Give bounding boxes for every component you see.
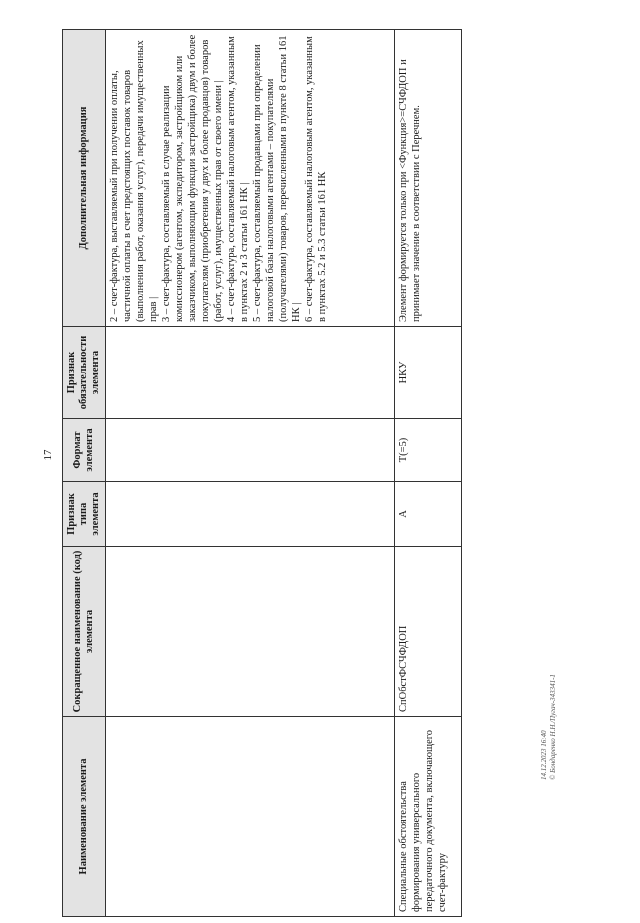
header-type: Признак типа элемента bbox=[63, 482, 106, 547]
header-format: Формат элемента bbox=[63, 419, 106, 482]
header-name: Наименование элемента bbox=[63, 717, 106, 917]
page-number: 17 bbox=[42, 449, 54, 461]
info-line-2: 2 – счет-фактура, выставляемый при получении оплаты, частичной оплаты в счет предстоящих поставок товаров (выполнения работ, оказания услуг), передачи имущественных прав | bbox=[109, 40, 159, 322]
cell-empty-format bbox=[106, 419, 395, 482]
header-required: Признак обязательности элемента bbox=[63, 327, 106, 419]
elements-table bbox=[62, 29, 462, 917]
table-rotated-wrapper bbox=[62, 30, 462, 917]
header-info: Дополнительная информация bbox=[63, 30, 106, 327]
header-row bbox=[63, 30, 106, 917]
stamp-author: © Бондаренко Н.Н./Пугач-343341-1 bbox=[549, 674, 557, 780]
table-row bbox=[395, 30, 462, 917]
document-stamp bbox=[540, 580, 568, 780]
cell-empty-required bbox=[106, 327, 395, 419]
cell-info: Элемент формируется только при <Функция>=СЧФДОП и принимает значение в соответствии с Перечнем. bbox=[395, 30, 462, 327]
stamp-date: 14.12.2023 16:40 bbox=[540, 730, 548, 780]
cell-required: НКУ bbox=[395, 327, 462, 419]
header-abbr: Сокращенное наименование (код) элемента bbox=[63, 547, 106, 717]
cell-format: T(=5) bbox=[395, 419, 462, 482]
cell-empty-type bbox=[106, 482, 395, 547]
cell-name: Специальные обстоятельства формирования универсального передаточного документа, включающего счет-фактуру bbox=[395, 717, 462, 917]
info-line-6: 6 – счет-фактура, составляемый налоговым агентом, указанным в пунктах 5.2 и 5.3 статьи 161 НК bbox=[304, 36, 328, 322]
continuation-row bbox=[106, 30, 395, 917]
cell-empty-abbr bbox=[106, 547, 395, 717]
info-line-3: 3 – счет-фактура, составляемый в случае реализации комиссионером (агентом, экспедитором, застройщиком или заказчиком, выполняющим функции застройщика) двум и более покупателям (приобретения у двух и более продавцов) товаров (работ, услуг), имущественных прав от своего имени | bbox=[161, 34, 224, 322]
info-line-4: 4 – счет-фактура, составляемый налоговым агентом, указанным в пунктах 2 и 3 статьи 161 НК | bbox=[226, 36, 250, 322]
cell-abbr: СпОбстФСЧФДОП bbox=[395, 547, 462, 717]
cell-empty-name bbox=[106, 717, 395, 917]
cell-type: А bbox=[395, 482, 462, 547]
cell-info-continuation bbox=[106, 30, 395, 327]
info-line-5: 5 – счет-фактура, составляемый продавцами при определении налоговой базы налоговыми агентами – покупателями (получателями) товаров, перечисленными в пункте 8 статьи 161 НК | bbox=[252, 35, 302, 322]
